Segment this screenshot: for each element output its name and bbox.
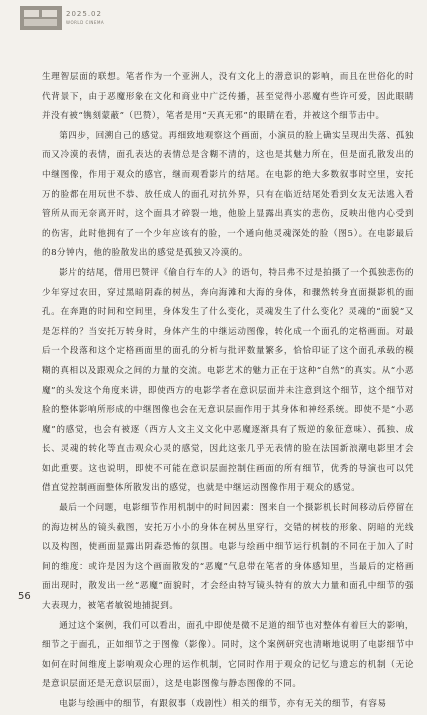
- paragraph: 生理智层面的联想。笔者作为一个亚洲人，没有文化上的潜意识的影响，而且在世俗化的时代背景下，由于恶魔形象在文化和商业中广泛传播，甚至觉得小恶魔有些许可爱，因此眼睛并没有被“镌刻蒙蔽”（巴赞），笔者是用“天真无邪”的眼睛在看，并被这个细节击中。: [42, 72, 414, 122]
- issue-number: 2025.02: [66, 10, 102, 18]
- magazine-logo-mark: [20, 6, 62, 30]
- paragraph: 影片的结尾，借用巴赞评《偷自行车的人》的语句，特吕弗不过是拍摄了一个孤独悲伤的少年穿过农田，穿过黑暗阴森的树丛，奔向海滩和大海的身体，和骤然转身直面摄影机的面孔。在奔跑的时间和空间里，身体发生了什么变化，灵魂发生了什么变化？灵魂的“面貌”又是怎样的？当安托万转身时，身体产生的中继运动图像，转化成一个面孔的定格画面。对最后一个段落和这个定格画面里的面孔的分析与批评数量繁多，恰恰印证了这个面孔承载的模糊的真相以及跟观众之间的力量的交流。电影艺术的魅力正在于这种“自然”的真实。从“小恶魔”的头发这个角度来讲，即使西方的电影学者在意识层面并未注意到这个细节，这个细节对脸的整体影响所形成的中继图像也会在无意识层面作用于其身体和神经系统。即使不是“小恶魔”的感觉，也会有被逐（西方人文主义文化中恶魔逐渐具有了叛逆的象征意味）、孤独、成长、灵魂的转化等直击观众心灵的感觉，因此这张几乎无表情的脸在法国新浪潮电影里才会如此重要。这也说明，即使不可能在意识层面控制住画面的所有细节，优秀的导演也可以凭借直觉控制画面整体所散发出的感觉，也就是中继运动图像作用于观众的感觉。: [42, 267, 414, 494]
- magazine-logo: [20, 6, 62, 30]
- article-body: [42, 68, 414, 709]
- paragraph: 第四步，回溯自己的感觉。再细致地观察这个画面，小演员的脸上确实呈现出失落、孤独而又冷漠的表情，面孔表达的表情总是含糊不清的，这也是其魅力所在，但是面孔散发出的中继图像，作用于观众的感官，继而观看影片的结尾。在电影的绝大多数叙事时空里，安托万的脸都在用玩世不恭、放任成人的面孔对抗外界，只有在临近结尾处看到女友无法逃入看管所从而无奈离开时，这个面具才碎裂一地，他脸上显露出真实的悲伤，反映出他内心受到的伤害，此时他拥有了一个少年应该有的脸，一个通向他灵魂深处的脸（图5）。在电影最后的8分钟内，他的脸散发出的感觉是孤独又冷漠的。: [42, 130, 414, 259]
- page-number: 56: [18, 591, 31, 602]
- magazine-name: WORLD CINEMA: [66, 20, 105, 25]
- paragraph: 通过这个案例，我们可以看出，面孔中即使是微不足道的细节也对整体有着巨大的影响，细节之于面孔，正如细节之于图像（影像）。同时，这个案例研究也清晰地说明了电影细节中如何在时间维度上影响观众心理的运作机制，它同时作用于观众的记忆与遗忘的机制（无论是意识层面还是无意识层面），这是电影图像与静态图像的不同。: [42, 620, 414, 690]
- paragraph: 电影与绘画中的细节，有跟叙事（戏剧性）相关的细节，亦有无关的细节，有容易: [59, 699, 387, 709]
- paragraph: 最后一个问题，电影细节作用机制中的时间因素：图来自一个摄影机长时间移动后停留在的海边树丛的镜头截图，安托万小小的身体在树丛里穿行，交错的树枝的形象、阴暗的光线以及构图，使画面显露出阴森恐怖的氛围。电影与绘画中细节运行机制的不同在于加入了时间的维度：或许是因为这个画面散发的“恶魔”气息带在笔者的身体感知里，当最后的定格画面出现时，散发出一丝“恶魔”面貌时，才会经由特写镜头特有的放大力量和面孔中细节的强大表现力，被笔者敏锐地捕捉到。: [42, 503, 414, 612]
